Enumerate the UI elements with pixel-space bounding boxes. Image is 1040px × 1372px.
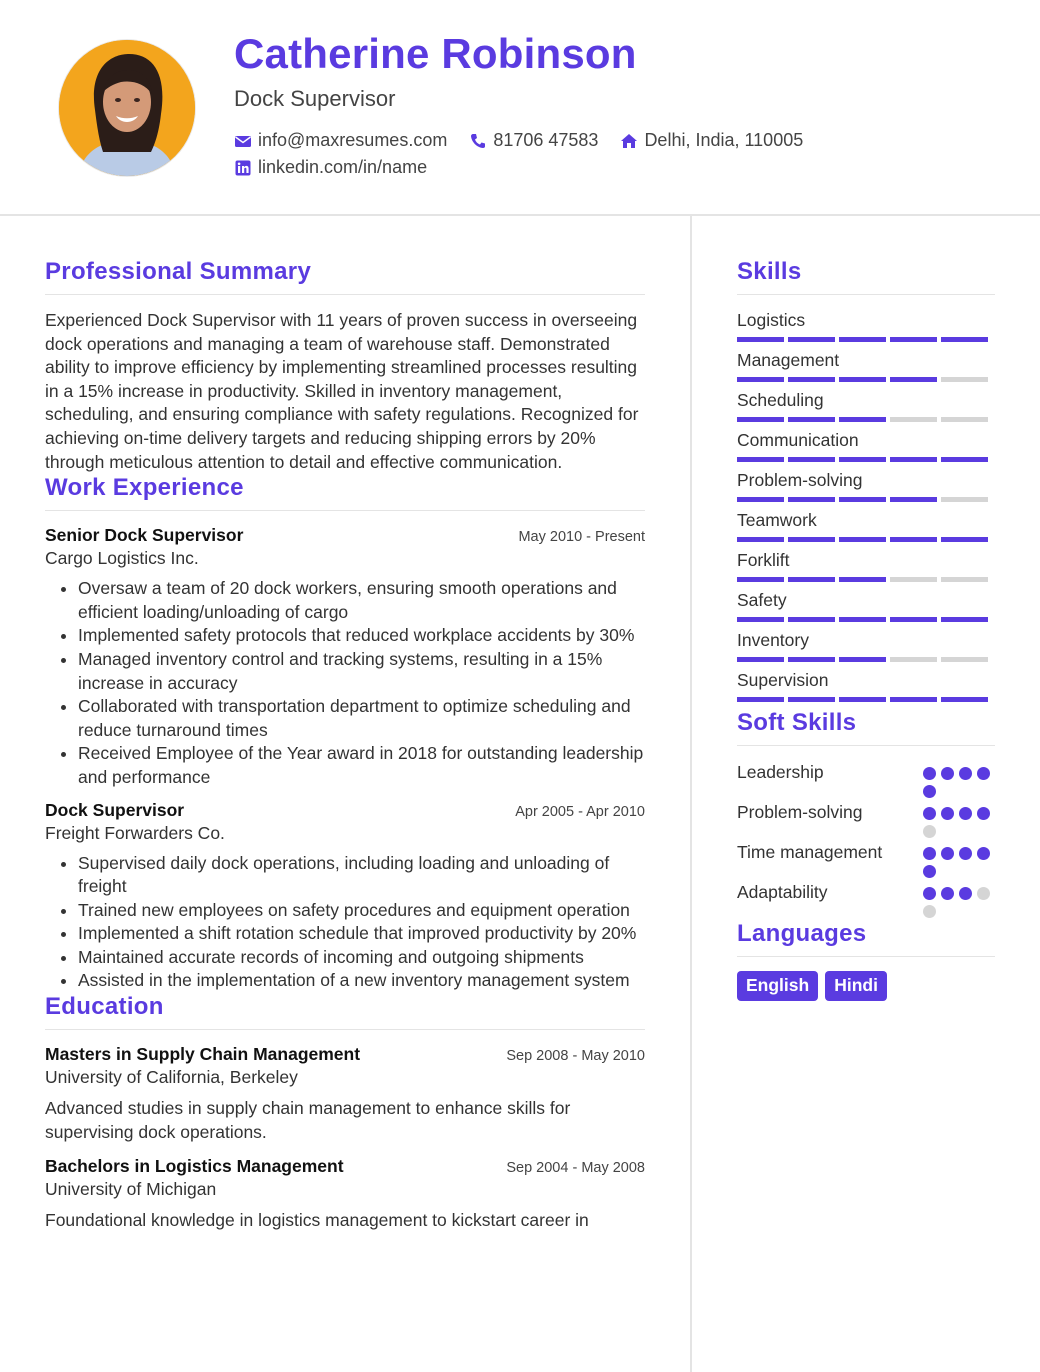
skill-level-segment xyxy=(788,417,835,422)
job-bullet: • Assisted in the implementation of a new inventory management system xyxy=(78,969,645,993)
skill-level-segment xyxy=(839,497,886,502)
school-name: University of Michigan xyxy=(45,1179,217,1200)
soft-skill-level-dots xyxy=(923,880,995,918)
skill-name: Supervision xyxy=(737,670,829,690)
summary-heading: Professional Summary xyxy=(45,258,645,295)
home-icon xyxy=(620,132,638,150)
skill-level-bar xyxy=(737,617,995,622)
skills-heading: Skills xyxy=(737,258,995,295)
skill-level-segment xyxy=(839,337,886,342)
soft-skill-name: Adaptability xyxy=(737,882,828,902)
soft-skill-level-dots xyxy=(923,760,995,798)
skill-name: Logistics xyxy=(737,310,806,330)
phone-icon xyxy=(469,132,487,150)
skill-level-bar xyxy=(737,497,995,502)
skill-level-segment xyxy=(941,537,988,542)
job-bullets xyxy=(45,852,645,994)
job-company: Freight Forwarders Co. xyxy=(45,822,225,843)
skill-item xyxy=(737,389,995,422)
skill-level-segment xyxy=(941,337,988,342)
degree-dates: Sep 2008 - May 2010 xyxy=(506,1048,645,1065)
skill-level-bar xyxy=(737,457,995,462)
soft-skill-level-dot xyxy=(977,887,990,900)
column-divider xyxy=(690,216,692,1372)
skill-level-segment xyxy=(839,617,886,622)
skill-level-segment xyxy=(839,377,886,382)
skill-level-segment xyxy=(788,377,835,382)
soft-skill-level-dot xyxy=(923,767,936,780)
languages-heading: Languages xyxy=(737,920,995,957)
skill-level-segment xyxy=(788,337,835,342)
skill-level-segment xyxy=(941,697,988,702)
job-entry xyxy=(45,525,645,789)
soft-skill-level-dot xyxy=(941,847,954,860)
skill-level-segment xyxy=(890,577,937,582)
skill-level-segment xyxy=(788,537,835,542)
skill-level-segment xyxy=(941,657,988,662)
degree-title: Bachelors in Logistics Management xyxy=(45,1156,344,1177)
summary-text: Experienced Dock Supervisor with 11 years of proven success in overseeing dock operations and managing a team of warehouse staff. Demonstrated ability to improve efficiency by implementing streamlined processes resulting in a 15% increase in productivity. Skilled in inventory management, scheduling, and ensuring compliance with safety regulations. Recognized for achieving on-time delivery targets and reducing shipping errors by 20% through meticulous attention to detail and effective communication. xyxy=(45,310,639,472)
soft-skill-level-dot xyxy=(923,785,936,798)
skill-level-segment xyxy=(737,577,784,582)
skill-level-segment xyxy=(941,417,988,422)
contact-location xyxy=(620,130,803,151)
soft-skill-level-dot xyxy=(941,807,954,820)
skill-name: Management xyxy=(737,350,840,370)
skill-level-bar xyxy=(737,337,995,342)
skill-level-segment xyxy=(890,657,937,662)
skill-level-segment xyxy=(737,497,784,502)
job-dates: Apr 2005 - Apr 2010 xyxy=(515,803,645,820)
skill-name: Inventory xyxy=(737,630,809,650)
job-bullets xyxy=(45,577,645,789)
contact-row-2 xyxy=(234,157,427,178)
contact-email[interactable] xyxy=(234,130,447,151)
job-dates: May 2010 - Present xyxy=(518,529,645,546)
skill-item xyxy=(737,669,995,702)
skill-level-bar xyxy=(737,417,995,422)
school-name: University of California, Berkeley xyxy=(45,1067,298,1088)
experience-section xyxy=(45,474,645,993)
skill-item xyxy=(737,589,995,622)
soft-skill-name: Time management xyxy=(737,842,883,862)
soft-skills-section xyxy=(737,709,995,918)
skill-level-segment xyxy=(788,657,835,662)
skill-level-segment xyxy=(890,617,937,622)
skill-level-segment xyxy=(941,377,988,382)
skill-level-segment xyxy=(737,617,784,622)
experience-heading: Work Experience xyxy=(45,474,645,511)
language-badge: Hindi xyxy=(825,971,887,1001)
job-company: Cargo Logistics Inc. xyxy=(45,548,199,569)
skill-level-segment xyxy=(941,497,988,502)
envelope-icon xyxy=(234,132,252,150)
job-bullet: • Collaborated with transportation department to optimize scheduling and reduce turnaround times xyxy=(78,695,645,742)
skill-level-segment xyxy=(890,697,937,702)
skill-name: Safety xyxy=(737,590,787,610)
degree-description: Foundational knowledge in logistics management to kickstart career in xyxy=(45,1210,589,1231)
soft-skill-level-dot xyxy=(923,887,936,900)
skill-level-segment xyxy=(788,697,835,702)
soft-skill-level-dot xyxy=(923,905,936,918)
skill-level-bar xyxy=(737,377,995,382)
skill-level-segment xyxy=(839,657,886,662)
soft-skills-heading: Soft Skills xyxy=(737,709,995,746)
skill-level-segment xyxy=(839,457,886,462)
skill-level-segment xyxy=(839,537,886,542)
soft-skill-level-dot xyxy=(959,887,972,900)
skill-name: Problem-solving xyxy=(737,470,863,490)
soft-skill-level-dot xyxy=(941,887,954,900)
skill-name: Teamwork xyxy=(737,510,817,530)
skill-level-segment xyxy=(737,377,784,382)
soft-skills-list xyxy=(737,760,995,918)
left-column xyxy=(45,258,645,1232)
skill-name: Communication xyxy=(737,430,859,450)
soft-skill-level-dot xyxy=(959,847,972,860)
soft-skill-level-dot xyxy=(959,807,972,820)
soft-skill-item xyxy=(737,800,995,838)
languages-section xyxy=(737,920,995,1001)
soft-skill-level-dot xyxy=(977,847,990,860)
job-bullet: • Trained new employees on safety procedures and equipment operation xyxy=(78,899,645,923)
job-entry xyxy=(45,800,645,994)
job-bullet: • Maintained accurate records of incoming and outgoing shipments xyxy=(78,946,645,970)
skill-level-segment xyxy=(941,617,988,622)
skill-level-segment xyxy=(737,457,784,462)
skill-level-segment xyxy=(737,657,784,662)
skill-level-segment xyxy=(941,577,988,582)
phone-text: 81706 47583 xyxy=(493,130,599,150)
skill-item xyxy=(737,469,995,502)
soft-skill-item xyxy=(737,880,995,918)
skill-level-segment xyxy=(788,457,835,462)
skill-level-segment xyxy=(737,417,784,422)
email-text: info@maxresumes.com xyxy=(258,130,448,150)
job-title: Dock Supervisor xyxy=(45,799,185,820)
skill-level-segment xyxy=(839,577,886,582)
linkedin-icon xyxy=(234,159,252,177)
degree-title: Masters in Supply Chain Management xyxy=(45,1044,361,1065)
job-bullet: • Received Employee of the Year award in 2018 for outstanding leadership and performance xyxy=(78,742,645,789)
soft-skill-level-dot xyxy=(923,825,936,838)
candidate-name: Catherine Robinson xyxy=(234,30,637,77)
education-heading: Education xyxy=(45,993,645,1030)
skill-level-bar xyxy=(737,537,995,542)
skill-level-segment xyxy=(788,617,835,622)
linkedin-text: linkedin.com/in/name xyxy=(258,157,428,177)
skill-item xyxy=(737,309,995,342)
skill-item xyxy=(737,549,995,582)
right-column xyxy=(737,258,995,1001)
soft-skill-level-dot xyxy=(923,847,936,860)
skill-item xyxy=(737,509,995,542)
skill-level-segment xyxy=(737,537,784,542)
soft-skill-level-dot xyxy=(977,807,990,820)
skill-level-bar xyxy=(737,697,995,702)
contact-row xyxy=(234,130,803,151)
soft-skill-level-dot xyxy=(959,767,972,780)
skill-level-segment xyxy=(839,697,886,702)
summary-section xyxy=(45,258,645,474)
contact-phone[interactable] xyxy=(469,130,598,151)
skill-level-segment xyxy=(890,537,937,542)
skill-level-segment xyxy=(890,377,937,382)
education-entry xyxy=(45,1044,645,1144)
skill-level-segment xyxy=(890,417,937,422)
job-title: Senior Dock Supervisor xyxy=(45,525,244,546)
job-bullet: • Oversaw a team of 20 dock workers, ensuring smooth operations and efficient loading/unloading of cargo xyxy=(78,577,645,624)
skill-item xyxy=(737,629,995,662)
resume-header xyxy=(0,0,1040,216)
soft-skill-item xyxy=(737,840,995,878)
skill-level-bar xyxy=(737,577,995,582)
job-bullet: • Managed inventory control and tracking systems, resulting in a 15% increase in accuracy xyxy=(78,648,645,695)
contact-linkedin[interactable] xyxy=(234,157,427,178)
language-badge: English xyxy=(737,971,818,1001)
candidate-title: Dock Supervisor xyxy=(234,86,396,111)
skill-name: Scheduling xyxy=(737,390,824,410)
skill-level-segment xyxy=(941,457,988,462)
skill-level-segment xyxy=(890,457,937,462)
skill-item xyxy=(737,429,995,462)
soft-skill-level-dot xyxy=(977,767,990,780)
profile-photo xyxy=(59,40,195,176)
job-bullet: • Implemented a shift rotation schedule that improved productivity by 20% xyxy=(78,922,645,946)
skills-section xyxy=(737,258,995,702)
profile-photo-image xyxy=(59,40,195,176)
soft-skill-level-dots xyxy=(923,840,995,878)
soft-skill-item xyxy=(737,760,995,798)
education-entry xyxy=(45,1156,645,1232)
skill-level-segment xyxy=(788,577,835,582)
job-bullet: • Implemented safety protocols that reduced workplace accidents by 30% xyxy=(78,624,645,648)
skills-list xyxy=(737,309,995,702)
skill-level-segment xyxy=(737,697,784,702)
skill-item xyxy=(737,349,995,382)
skill-level-bar xyxy=(737,657,995,662)
education-section xyxy=(45,993,645,1232)
soft-skill-level-dot xyxy=(941,767,954,780)
degree-description: Advanced studies in supply chain management to enhance skills for supervising dock operations. xyxy=(45,1098,571,1143)
soft-skill-name: Problem-solving xyxy=(737,802,863,822)
skill-level-segment xyxy=(890,497,937,502)
skill-level-segment xyxy=(737,337,784,342)
soft-skill-level-dot xyxy=(923,865,936,878)
soft-skill-name: Leadership xyxy=(737,762,824,782)
skill-level-segment xyxy=(788,497,835,502)
job-bullet: • Supervised daily dock operations, including loading and unloading of freight xyxy=(78,852,645,899)
skill-name: Forklift xyxy=(737,550,790,570)
degree-dates: Sep 2004 - May 2008 xyxy=(506,1160,645,1177)
soft-skill-level-dots xyxy=(923,800,995,838)
location-text: Delhi, India, 110005 xyxy=(644,130,804,150)
languages-list xyxy=(737,971,995,1001)
soft-skill-level-dot xyxy=(923,807,936,820)
skill-level-segment xyxy=(839,417,886,422)
skill-level-segment xyxy=(890,337,937,342)
